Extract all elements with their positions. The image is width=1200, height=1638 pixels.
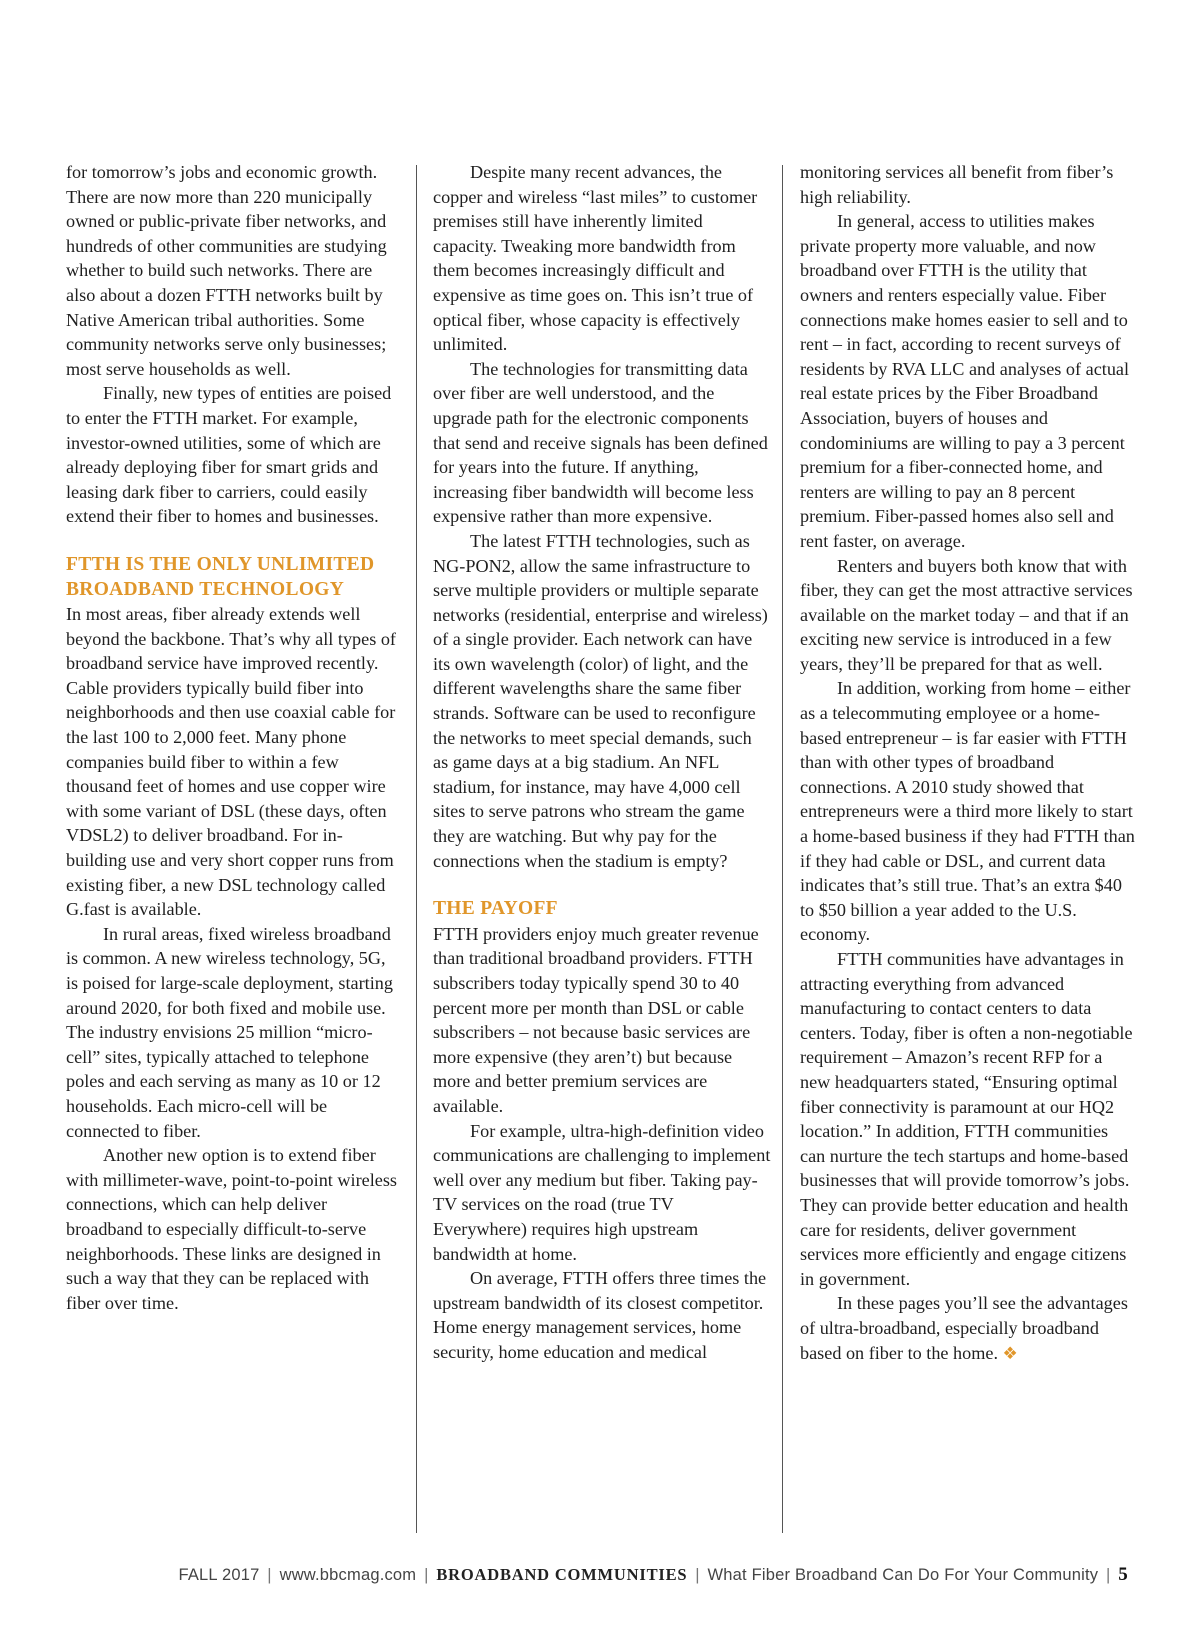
paragraph: On average, FTTH offers three times the upstream bandwidth of its closest competitor. Home energy management services, home security, home education and medical [433,1268,767,1362]
end-mark-icon: ❖ [1002,1343,1018,1363]
footer-url: www.bbcmag.com [279,1566,417,1584]
page-footer [178,1564,1128,1586]
paragraph: Finally, new types of entities are poised to enter the FTTH market. For example, investor-owned utilities, some of which are already deploying fiber for smart grids and leasing dark fiber to carriers, could easily extend their fiber to homes and businesses. [66,383,392,527]
page-number: 5 [1118,1564,1128,1585]
paragraph: In addition, working from home – either as a telecommuting employee or a home-based entrepreneur – is far easier with FTTH than with other types of broadband connections. A 2010 study showed that entrepreneurs were a third more likely to start a home-based business if they had FTTH than if they had cable or DSL, and current data indicates that’s still true. That’s an extra $40 to $50 billion a year added to the U.S. economy. [800,678,1135,945]
paragraph: Renters and buyers both know that with fiber, they can get the most attractive services available on the market today – and that if an exciting new service is introduced in a few years, they’ll be prepared for that as well. [800,555,1133,674]
section-heading-payoff: THE PAYOFF [433,898,558,920]
footer-publication: BROADBAND COMMUNITIES [436,1565,688,1584]
paragraph: Another new option is to extend fiber with millimeter-wave, point-to-point wireless connections, which can help deliver broadband to especially difficult-to-serve neighborhoods. These links are designed in such a way that they can be replaced with fiber over time. [66,1145,397,1313]
article-column-2 [433,160,771,1365]
article-column-1 [66,160,401,1315]
column-divider-1 [416,165,417,1533]
paragraph: In rural areas, fixed wireless broadband is common. A new wireless technology, 5G, is poised for large-scale deployment, starting around 2020, for both fixed and mobile use. The industry envisions 25 million “micro-cell” sites, typically attached to telephone poles and each serving as many as 10 or 12 households. Each micro-cell will be connected to fiber. [66,923,393,1141]
footer-separator: | [267,1566,272,1584]
paragraph: In general, access to utilities makes private property more valuable, and now broadband over FTTH is the utility that owners and renters especially value. Fiber connections make homes easier to sell and to rent – in fact, according to recent surveys of residents by RVA LLC and analyses of actual real estate prices by the Fiber Broadband Association, buyers of houses and condominiums are willing to pay a 3 percent premium for a fiber-connected home, and renters are willing to pay an 8 percent premium. Fiber-passed homes also sell and rent faster, on average. [800,211,1130,551]
paragraph: The latest FTTH technologies, such as NG-PON2, allow the same infrastructure to serve multiple providers or multiple separate networks (residential, enterprise and wireless) of a single provider. Each network can have its own wavelength (color) of light, and the different wavelengths share the same fiber strands. Software can be used to reconfigure the networks to meet special demands, such as game days at a big stadium. An NFL stadium, for instance, may have 4,000 cell sites to serve patrons who stream the game they are watching. But why pay for the connections when the stadium is empty? [433,530,768,871]
paragraph: for tomorrow’s jobs and economic growth. There are now more than 220 municipally owned or public-private fiber networks, and hundreds of other communities are studying whether to build such networks. There are also about a dozen FTTH networks built by Native American tribal authorities. Some community networks serve only businesses; most serve households as well. [66,162,387,379]
paragraph: monitoring services all benefit from fiber’s high reliability. [800,162,1114,207]
paragraph: FTTH communities have advantages in attracting everything from advanced manufacturing to contact centers to data centers. Today, fiber is often a non-negotiable requirement – Amazon’s recent RFP for a new headquarters stated, “Ensuring optimal fiber connectivity is paramount at our HQ2 location.” In addition, FTTH communities can nurture the tech startups and home-based businesses that will provide tomorrow’s jobs. They can provide better education and health care for residents, deliver government services more efficiently and engage citizens in government. [800,949,1133,1289]
paragraph: For example, ultra-high-definition video communications are challenging to implement well over any medium but fiber. Taking pay-TV services on the road (true TV Everywhere) requires high upstream bandwidth at home. [433,1120,771,1264]
footer-separator: | [1106,1566,1111,1584]
footer-separator: | [424,1566,429,1584]
footer-tagline: What Fiber Broadband Can Do For Your Community [707,1566,1099,1584]
footer-issue: FALL 2017 [178,1566,260,1584]
paragraph: In most areas, fiber already extends well beyond the backbone. That’s why all types of broadband service have improved recently. Cable providers typically build fiber into neighborhoods and then use coaxial cable for the last 100 to 2,000 feet. Many phone companies build fiber to within a few thousand feet of homes and use copper wire with some variant of DSL (these days, often VDSL2) to deliver broadband. For in-building use and very short copper runs from existing fiber, a new DSL technology called G.fast is available. [66,604,396,920]
paragraph: Despite many recent advances, the copper and wireless “last miles” to customer premises still have inherently limited capacity. Tweaking more bandwidth from them becomes increasingly difficult and expensive as time goes on. This isn’t true of optical fiber, whose capacity is effectively unlimited. [433,162,758,355]
paragraph-final [800,1291,1135,1366]
article-column-3 [800,160,1135,1366]
column-divider-2 [782,165,783,1533]
paragraph: The technologies for transmitting data over fiber are well understood, and the upgrade path for the electronic components that send and receive signals has been defined for years into the future. If anything, increasing fiber bandwidth will become less expensive rather than more expensive. [433,358,768,527]
section-heading-unlimited: FTTH IS THE ONLY UNLIMITED BROADBAND TECHNOLOGY [66,553,375,600]
paragraph: FTTH providers enjoy much greater revenue than traditional broadband providers. FTTH subscribers today typically spend 30 to 40 percent more per month than DSL or cable subscribers – not because basic services are more expensive (they aren’t) but because more and better premium services are available. [433,923,759,1116]
paragraph-text: In these pages you’ll see the advantages of ultra-broadband, especially broadband based on fiber to the home. [800,1293,1128,1363]
footer-separator: | [695,1566,700,1584]
